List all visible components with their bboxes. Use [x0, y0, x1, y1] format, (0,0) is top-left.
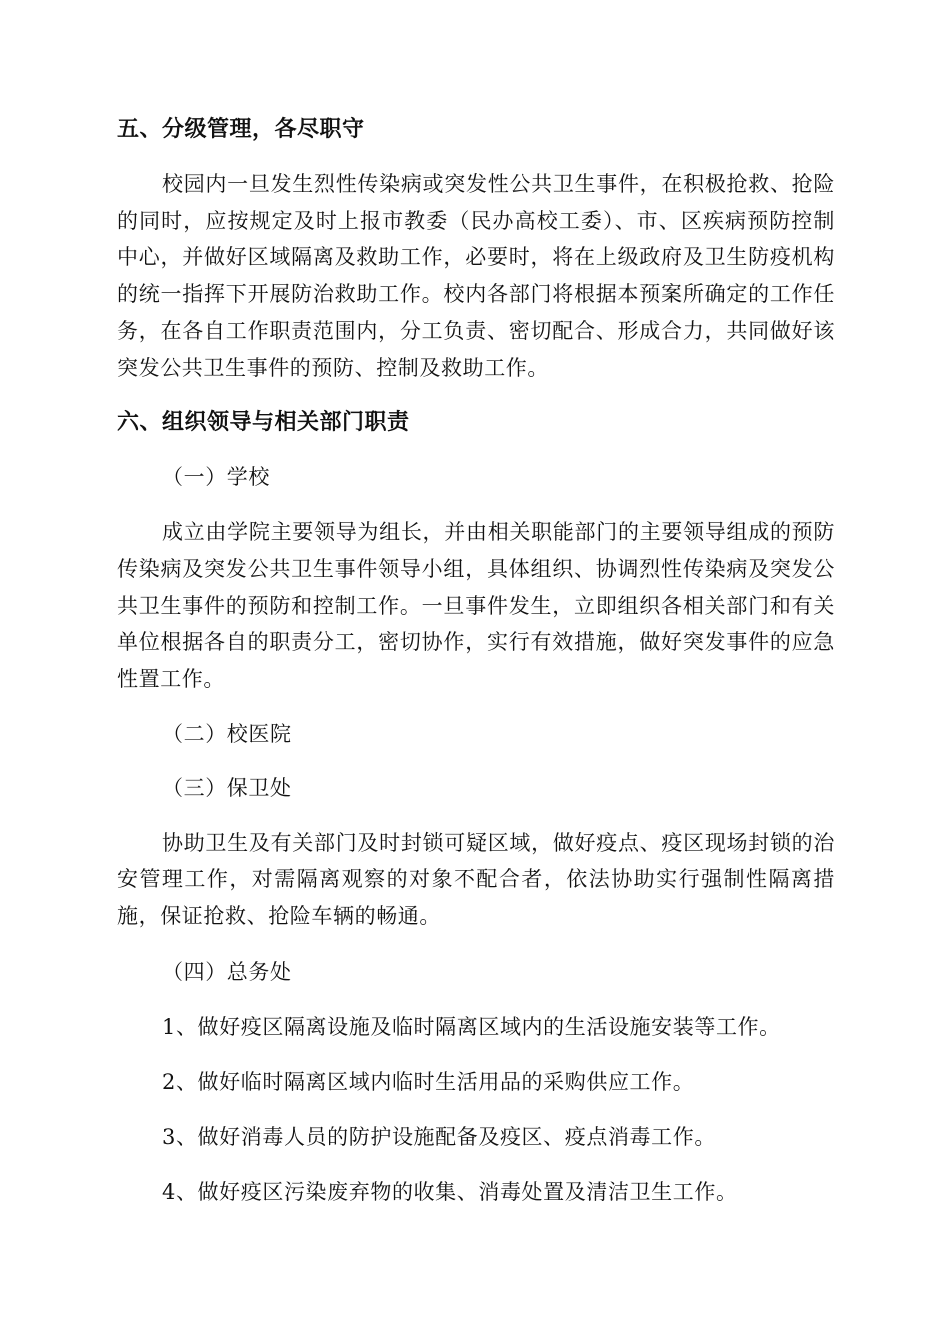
- school-subheading: （一）学校: [162, 465, 270, 490]
- list-item: 2、做好临时隔离区域内临时生活用品的采购供应工作。: [162, 1069, 695, 1094]
- list-item: 1、做好疫区隔离设施及临时隔离区域内的生活设施安装等工作。: [162, 1014, 781, 1039]
- section-six-heading: 六、组织领导与相关部门职责: [117, 410, 410, 436]
- list-item: 3、做好消毒人员的防护设施配备及疫区、疫点消毒工作。: [162, 1124, 716, 1149]
- security-subheading: （三）保卫处: [162, 775, 292, 800]
- section-five-heading: 五、分级管理，各尽职守: [117, 117, 365, 142]
- general-affairs-subheading: （四）总务处: [162, 959, 292, 984]
- list-item: 4、做好疫区污染废弃物的收集、消毒处置及清洁卫生工作。: [162, 1179, 738, 1204]
- hospital-subheading: （二）校医院: [162, 721, 292, 746]
- document-page: [117, 112, 835, 1210]
- section-five-paragraph: 校园内一旦发生烈性传染病或突发性公共卫生事件，在积极抢救、抢险的同时，应按规定及时上报市教委（民办高校工委）、市、区疾病预防控制中心，并做好区域隔离及救助工作，必要时，将在上级政府及卫生防疫机构的统一指挥下开展防治救助工作。校内各部门将根据本预案所确定的工作任务，在各自工作职责范围内，分工负责、密切配合、形成合力，共同做好该突发公共卫生事件的预防、控制及救助工作。: [117, 172, 835, 380]
- school-paragraph: 成立由学院主要领导为组长，并由相关职能部门的主要领导组成的预防传染病及突发公共卫生事件领导小组，具体组织、协调烈性传染病及突发公共卫生事件的预防和控制工作。一旦事件发生，立即组织各相关部门和有关单位根据各自的职责分工，密切协作，实行有效措施，做好突发事件的应急性置工作。: [117, 520, 835, 692]
- security-paragraph: 协助卫生及有关部门及时封锁可疑区域，做好疫点、疫区现场封锁的治安管理工作，对需隔离观察的对象不配合者，依法协助实行强制性隔离措施，保证抢救、抢险车辆的畅通。: [117, 830, 835, 929]
